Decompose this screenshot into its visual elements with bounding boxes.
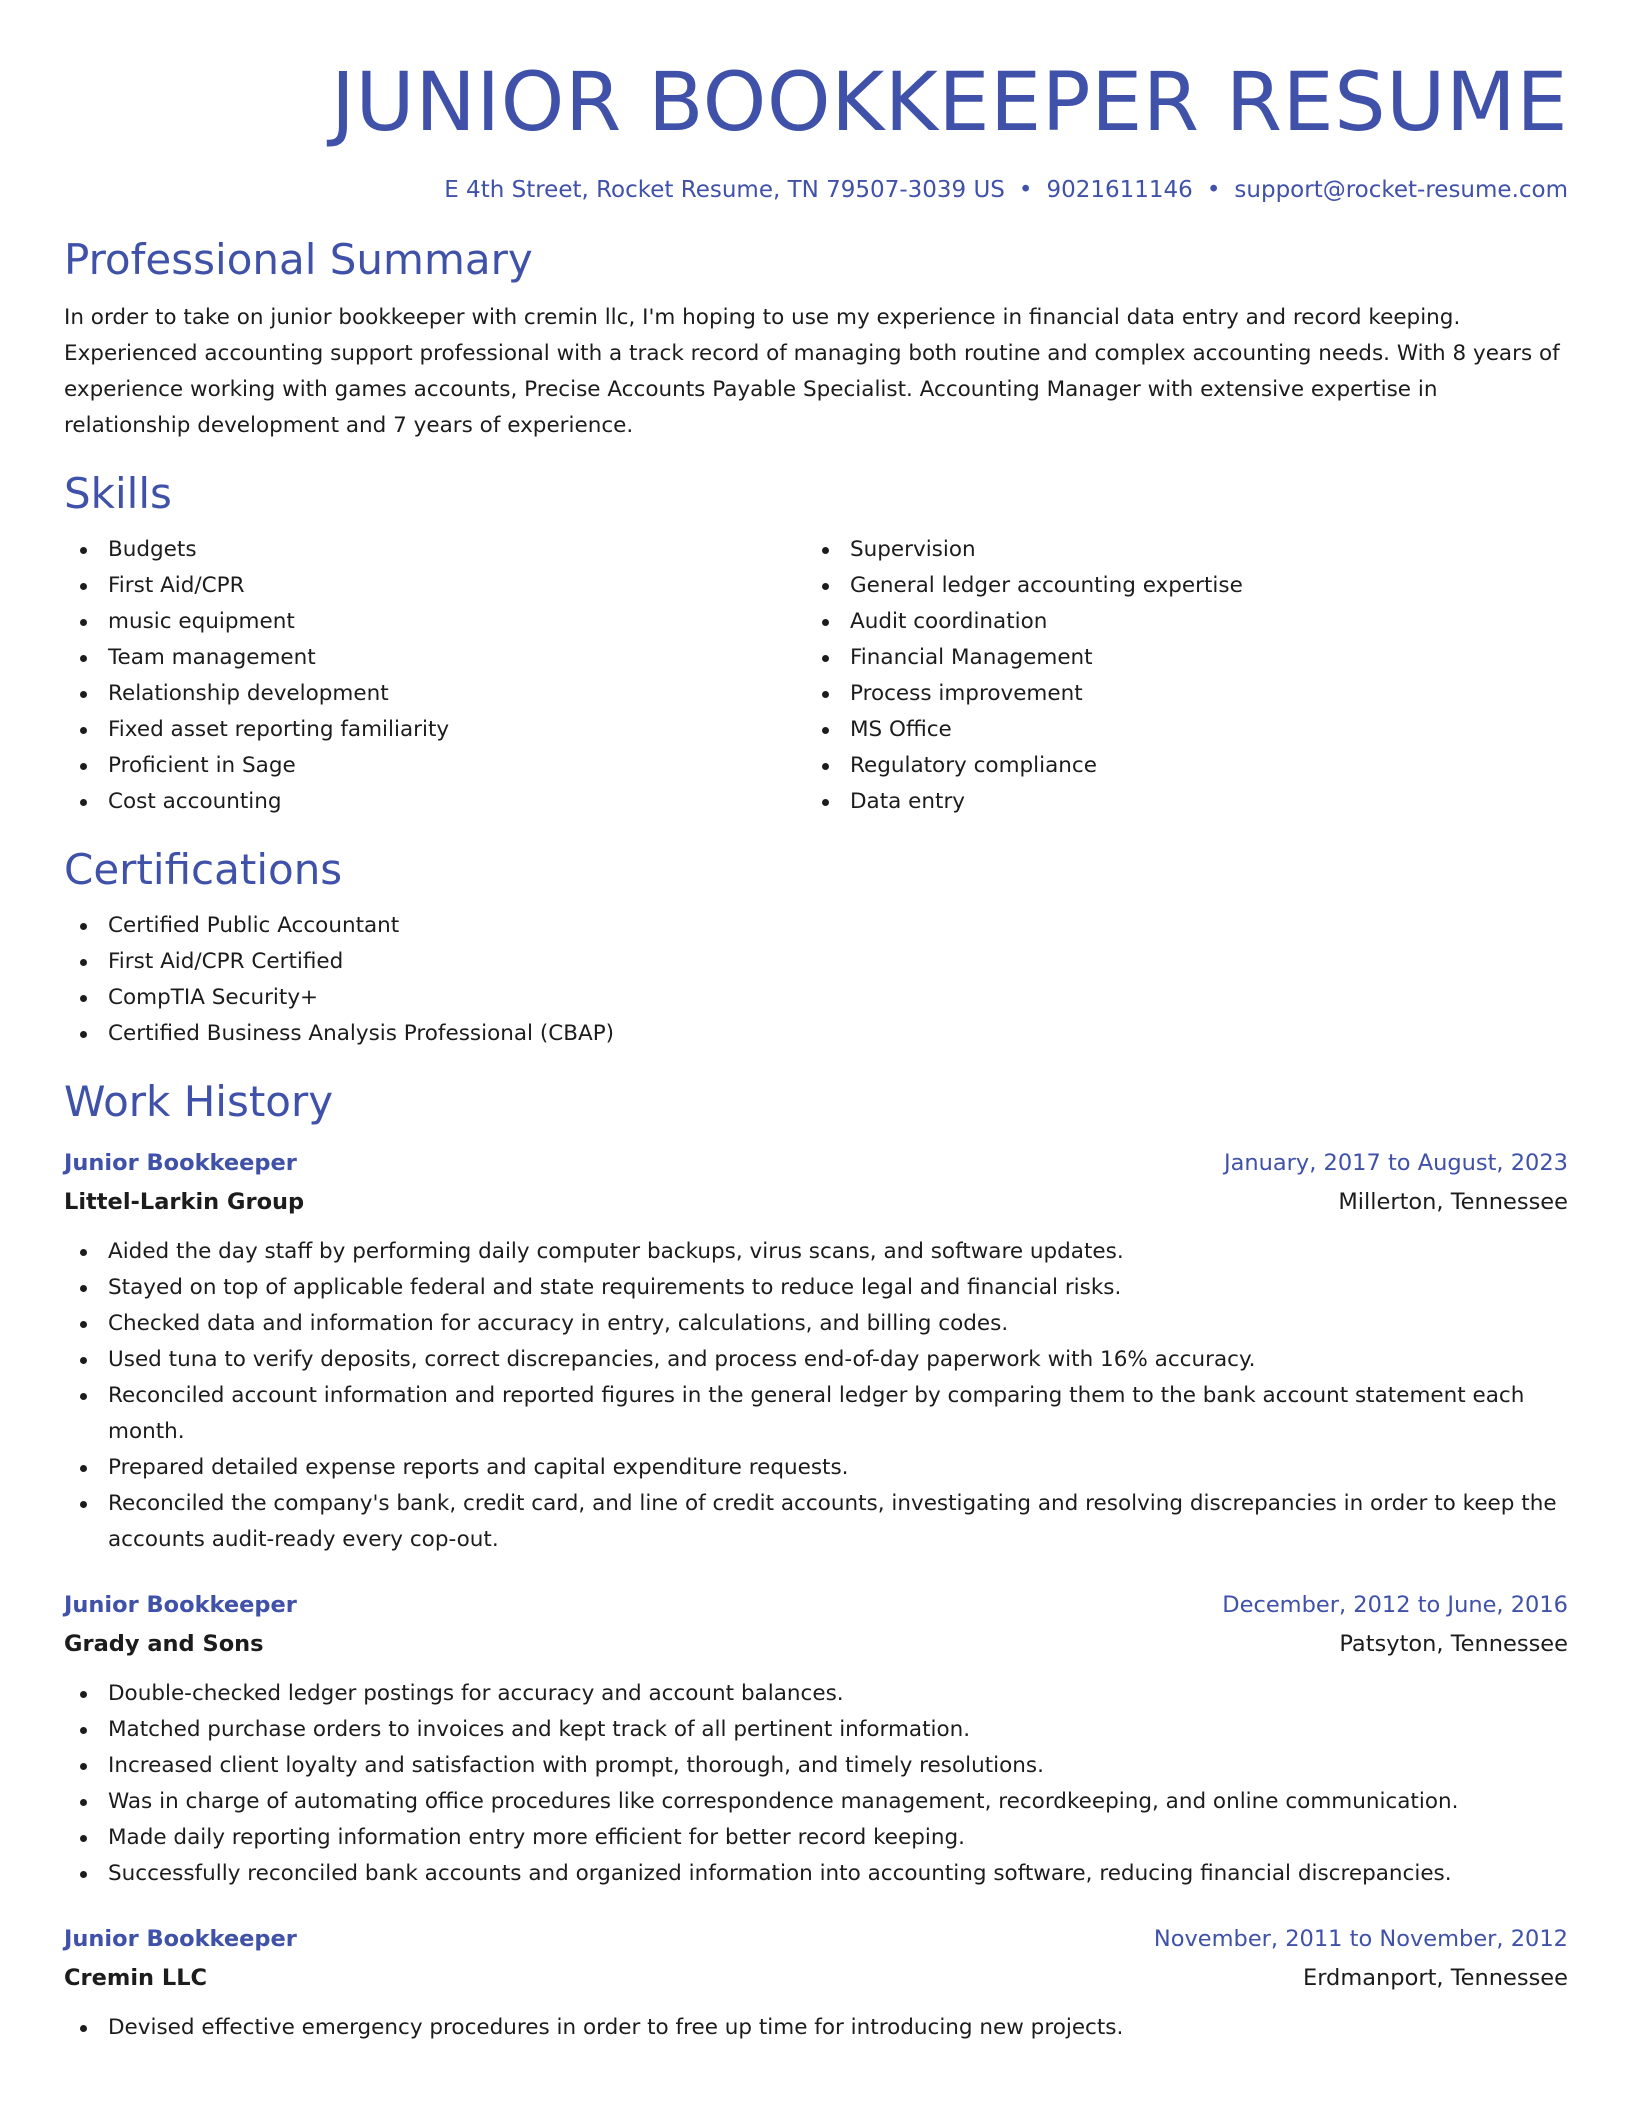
- skill-item: [806, 784, 1548, 820]
- job-duty: [64, 1342, 1568, 1378]
- job-location: Patsyton, Tennessee: [1339, 1631, 1568, 1657]
- bullet-dot: [80, 1357, 87, 1364]
- job-header: [64, 1920, 1568, 1958]
- job-duty: [64, 1378, 1568, 1450]
- bullet-dot: [80, 1031, 87, 1038]
- job-duty-text: Made daily reporting information entry more efficient for better record keeping.: [108, 1825, 965, 1850]
- bullet-dot: [80, 763, 87, 770]
- job-company: Cremin LLC: [64, 1965, 208, 1991]
- skill-item: [64, 676, 806, 712]
- bullet-dot: [822, 655, 829, 662]
- certification-item: [64, 980, 1568, 1016]
- job-duty-text: Devised effective emergency procedures in order to free up time for introducing new projects.: [108, 2015, 1124, 2040]
- job-duty: [64, 1486, 1568, 1558]
- job-entry: [64, 1586, 1568, 1892]
- skill-label: MS Office: [850, 717, 952, 742]
- bullet-dot: [80, 799, 87, 806]
- job-subheader: [64, 1624, 1568, 1664]
- skill-label: General ledger accounting expertise: [850, 573, 1243, 598]
- work-history-section: [64, 1074, 1568, 2046]
- bullet-dot: [80, 1763, 87, 1770]
- skill-item: [64, 748, 806, 784]
- contact-phone: 9021611146: [1046, 177, 1193, 203]
- job-dates: January, 2017 to August, 2023: [1223, 1150, 1568, 1176]
- resume-header: [64, 0, 1568, 206]
- job-duty: [64, 1784, 1568, 1820]
- job-location: Erdmanport, Tennessee: [1302, 1965, 1568, 1991]
- skill-label: music equipment: [108, 609, 295, 634]
- skill-item: [64, 604, 806, 640]
- job-duty: [64, 1306, 1568, 1342]
- skills-grid: [64, 532, 1568, 820]
- bullet-dot: [80, 2025, 87, 2032]
- job-duty-text: Double-checked ledger postings for accuracy and account balances.: [108, 1681, 844, 1706]
- job-duties-list: [64, 1676, 1568, 1892]
- bullet-dot: [822, 799, 829, 806]
- skill-label: Budgets: [108, 537, 197, 562]
- contact-separator: •: [1206, 177, 1221, 203]
- bullet-dot: [822, 547, 829, 554]
- bullet-dot: [80, 1393, 87, 1400]
- skill-label: Data entry: [850, 789, 966, 814]
- bullet-dot: [822, 619, 829, 626]
- skill-item: [64, 568, 806, 604]
- bullet-dot: [80, 995, 87, 1002]
- contact-separator: •: [1018, 177, 1033, 203]
- bullet-dot: [80, 1871, 87, 1878]
- bullet-dot: [822, 583, 829, 590]
- job-title: Junior Bookkeeper: [64, 1592, 297, 1618]
- job-title: Junior Bookkeeper: [64, 1150, 297, 1176]
- job-duty: [64, 1820, 1568, 1856]
- bullet-dot: [80, 1465, 87, 1472]
- skill-label: Cost accounting: [108, 789, 282, 814]
- skill-label: Team management: [108, 645, 316, 670]
- job-title: Junior Bookkeeper: [64, 1926, 297, 1952]
- bullet-dot: [80, 655, 87, 662]
- skills-section: [64, 466, 1568, 820]
- job-company: Littel-Larkin Group: [64, 1189, 305, 1215]
- bullet-dot: [80, 1835, 87, 1842]
- bullet-dot: [80, 959, 87, 966]
- job-duty: [64, 1234, 1568, 1270]
- job-duty-text: Aided the day staff by performing daily computer backups, virus scans, and software updates.: [108, 1239, 1124, 1264]
- job-duty: [64, 1748, 1568, 1784]
- skills-list-left: [64, 532, 806, 820]
- job-duty: [64, 1856, 1568, 1892]
- job-duty-text: Increased client loyalty and satisfaction with prompt, thorough, and timely resolutions.: [108, 1753, 1044, 1778]
- job-duty: [64, 2010, 1568, 2046]
- skill-label: Process improvement: [850, 681, 1083, 706]
- bullet-dot: [80, 1501, 87, 1508]
- skill-item: [64, 784, 806, 820]
- resume-title: JUNIOR BOOKKEEPER RESUME: [331, 56, 1568, 150]
- contact-address: E 4th Street, Rocket Resume, TN 79507-3039 US: [444, 177, 1005, 203]
- job-duties-list: [64, 2010, 1568, 2046]
- skill-label: Fixed asset reporting familiarity: [108, 717, 450, 742]
- certifications-list: [64, 908, 1568, 1052]
- job-duty: [64, 1712, 1568, 1748]
- job-location: Millerton, Tennessee: [1338, 1189, 1568, 1215]
- summary-heading: Professional Summary: [64, 235, 533, 284]
- job-duties-list: [64, 1234, 1568, 1558]
- job-duty-text: Was in charge of automating office procedures like correspondence management, recordkeeping, and online communication.: [108, 1789, 1459, 1814]
- skills-list-right: [806, 532, 1548, 820]
- skill-item: [64, 640, 806, 676]
- skills-heading: Skills: [64, 469, 172, 518]
- job-dates: December, 2012 to June, 2016: [1222, 1592, 1568, 1618]
- skill-label: Supervision: [850, 537, 976, 562]
- job-subheader: [64, 1958, 1568, 1998]
- bullet-dot: [80, 923, 87, 930]
- skill-item: [806, 568, 1548, 604]
- job-company: Grady and Sons: [64, 1631, 264, 1657]
- bullet-dot: [80, 691, 87, 698]
- job-subheader: [64, 1182, 1568, 1222]
- summary-text: In order to take on junior bookkeeper with cremin llc, I'm hoping to use my experience in financial data entry and record keeping. Experienced accounting support professional with a track record of managing both routine and complex accounting needs. With 8 years of experience working with games accounts, Precise Accounts Payable Specialist. Accounting Manager with extensive expertise in relationship development and 7 years of experience.: [64, 305, 1560, 438]
- certification-label: Certified Public Accountant: [108, 913, 400, 938]
- job-entry: [64, 1920, 1568, 2046]
- skill-label: Relationship development: [108, 681, 389, 706]
- skill-item: [806, 676, 1548, 712]
- bullet-dot: [822, 727, 829, 734]
- skills-column-left: [64, 532, 806, 820]
- skill-label: First Aid/CPR: [108, 573, 245, 598]
- bullet-dot: [80, 1691, 87, 1698]
- summary-section: [64, 232, 1568, 444]
- bullet-dot: [80, 1321, 87, 1328]
- job-header: [64, 1586, 1568, 1624]
- skill-label: Audit coordination: [850, 609, 1048, 634]
- skill-item: [806, 748, 1548, 784]
- certification-label: First Aid/CPR Certified: [108, 949, 344, 974]
- bullet-dot: [822, 691, 829, 698]
- job-duty-text: Reconciled the company's bank, credit card, and line of credit accounts, investigating and resolving discrepancies in order to keep the accounts audit-ready every cop-out.: [108, 1491, 1557, 1552]
- bullet-dot: [80, 727, 87, 734]
- bullet-dot: [80, 547, 87, 554]
- bullet-dot: [80, 1799, 87, 1806]
- job-dates: November, 2011 to November, 2012: [1153, 1926, 1568, 1952]
- job-duty-text: Successfully reconciled bank accounts and organized information into accounting software, reducing financial discrepancies.: [108, 1861, 1452, 1886]
- job-duty-text: Reconciled account information and reported figures in the general ledger by comparing them to the bank account statement each month.: [108, 1383, 1525, 1444]
- skill-item: [64, 532, 806, 568]
- bullet-dot: [80, 619, 87, 626]
- bullet-dot: [80, 1249, 87, 1256]
- job-duty: [64, 1676, 1568, 1712]
- skill-label: Regulatory compliance: [850, 753, 1097, 778]
- job-header: [64, 1144, 1568, 1182]
- job-duty-text: Prepared detailed expense reports and capital expenditure requests.: [108, 1455, 849, 1480]
- job-duty: [64, 1270, 1568, 1306]
- certification-label: Certified Business Analysis Professional (CBAP): [108, 1021, 615, 1046]
- certifications-section: [64, 842, 1568, 1052]
- skill-item: [806, 604, 1548, 640]
- bullet-dot: [80, 583, 87, 590]
- job-duty-text: Used tuna to verify deposits, correct discrepancies, and process end-of-day paperwork with 16% accuracy.: [108, 1347, 1256, 1372]
- skill-item: [806, 640, 1548, 676]
- skill-label: Proficient in Sage: [108, 753, 296, 778]
- bullet-dot: [80, 1285, 87, 1292]
- work-history-heading: Work History: [64, 1077, 334, 1126]
- skill-item: [806, 532, 1548, 568]
- certification-item: [64, 944, 1568, 980]
- bullet-dot: [822, 763, 829, 770]
- certification-item: [64, 908, 1568, 944]
- bullet-dot: [80, 1727, 87, 1734]
- contact-email[interactable]: support@rocket-resume.com: [1234, 177, 1568, 203]
- certification-label: CompTIA Security+: [108, 985, 319, 1010]
- skill-item: [64, 712, 806, 748]
- job-duty: [64, 1450, 1568, 1486]
- contact-line: [64, 174, 1568, 206]
- job-entry: [64, 1144, 1568, 1558]
- skills-column-right: [806, 532, 1548, 820]
- job-duty-text: Matched purchase orders to invoices and kept track of all pertinent information.: [108, 1717, 971, 1742]
- skill-label: Financial Management: [850, 645, 1093, 670]
- certifications-heading: Certifications: [64, 845, 343, 894]
- certification-item: [64, 1016, 1568, 1052]
- skill-item: [806, 712, 1548, 748]
- job-duty-text: Checked data and information for accuracy in entry, calculations, and billing codes.: [108, 1311, 1009, 1336]
- job-duty-text: Stayed on top of applicable federal and state requirements to reduce legal and financial risks.: [108, 1275, 1122, 1300]
